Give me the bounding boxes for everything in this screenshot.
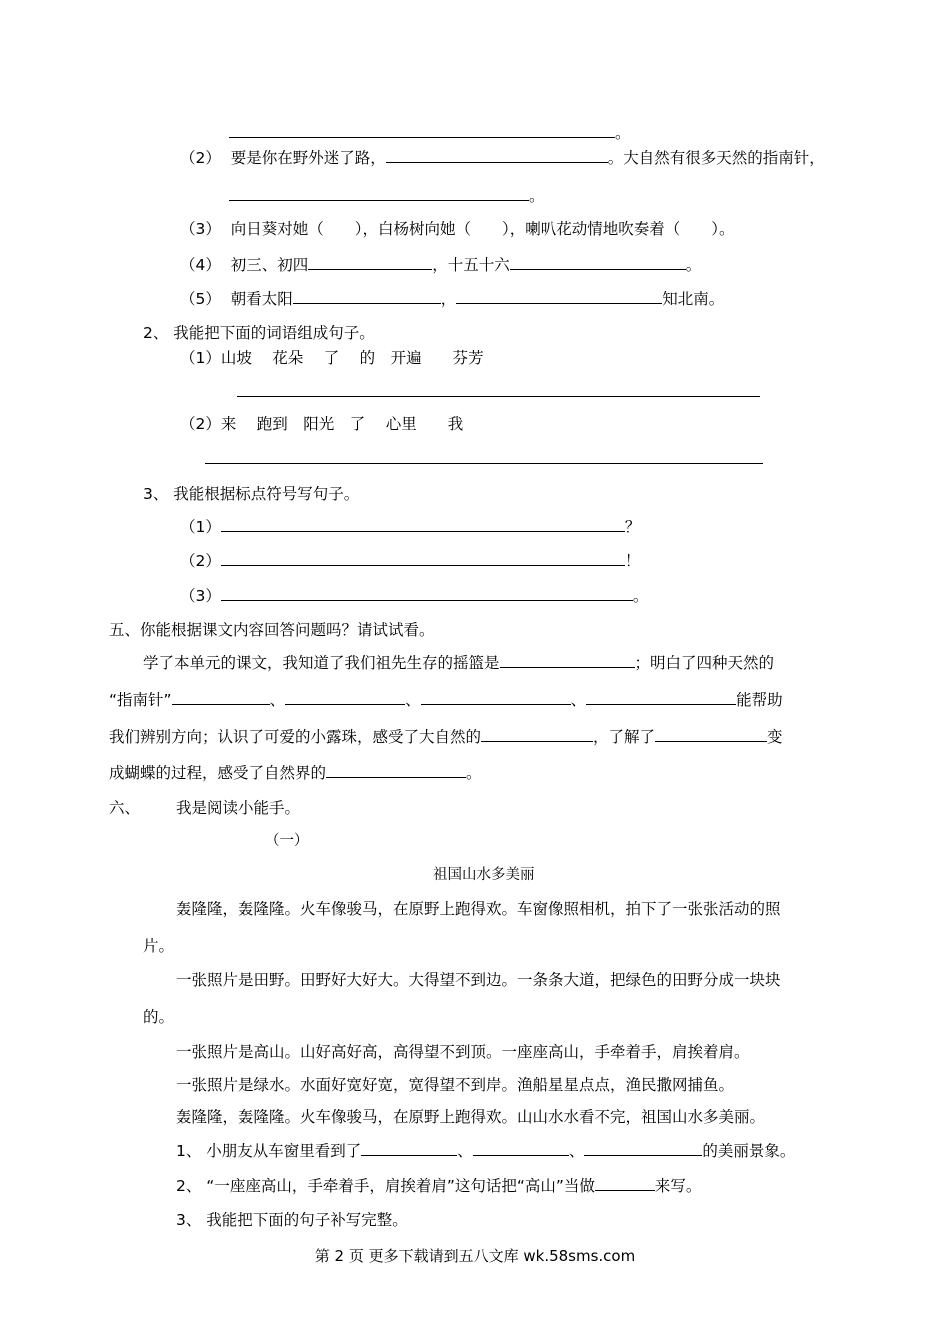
answer-blank[interactable]	[481, 726, 593, 742]
answer-line[interactable]	[205, 463, 763, 464]
section-5-line-4: 成蝴蝶的过程，感受了自然界的 。	[109, 764, 482, 782]
story-paragraph-3: 一张照片是高山。山好高好高，高得望不到顶。一座座高山，手牵着手，肩挨着肩。	[176, 1043, 750, 1061]
q4-item-4: （4） 初三、初四 ，十五十六 。	[180, 256, 702, 274]
answer-blank[interactable]	[285, 689, 405, 705]
answer-blank[interactable]	[473, 1140, 569, 1156]
section-2-title: 2、 我能把下面的词语组成句子。	[143, 324, 375, 342]
section-5-line-1: 学了本单元的课文，我知道了我们祖先生存的摇篮是 ；明白了四种天然的	[143, 654, 775, 672]
reading-part-label: （一）	[265, 833, 309, 849]
answer-blank[interactable]	[655, 726, 767, 742]
page-footer: 第 2 页 更多下载请到五八文库 wk.58sms.com	[314, 1247, 636, 1265]
story-paragraph-2: 一张照片是田野。田野好大好大。大得望不到边。一条条大道，把绿色的田野分成一块块	[176, 971, 781, 989]
answer-blank[interactable]	[456, 288, 662, 304]
story-paragraph-5: 轰隆隆，轰隆隆。火车像骏马，在原野上跑得欢。山山水水看不完，祖国山水多美丽。	[176, 1108, 766, 1126]
q4-item-3: （3） 向日葵对她（ ），白杨树向她（ ），喇叭花动情地吹奏着（ ）。	[180, 220, 735, 238]
answer-line[interactable]	[237, 396, 760, 397]
answer-blank[interactable]	[421, 689, 571, 705]
section-3-item-2: （2） ！	[180, 552, 641, 570]
section-2-item-1: （1）山坡 花朵 了 的 开遍 芬芳	[180, 349, 484, 367]
answer-blank[interactable]	[361, 1140, 457, 1156]
answer-blank[interactable]	[584, 1140, 702, 1156]
q4-1-continuation: 。	[229, 122, 631, 144]
answer-blank[interactable]	[326, 762, 466, 778]
reading-question-3: 3、 我能把下面的句子补写完整。	[176, 1211, 408, 1229]
section-5-title: 五、你能根据课文内容回答问题吗？请试试看。	[109, 621, 435, 639]
story-paragraph-4: 一张照片是绿水。水面好宽好宽，宽得望不到岸。渔船星星点点，渔民撒网捕鱼。	[176, 1076, 735, 1094]
section-5-line-2: “指南针” 、 、 、 能帮助	[109, 691, 783, 709]
section-3-title: 3、 我能根据标点符号写句子。	[143, 485, 360, 503]
story-paragraph-2-cont: 的。	[143, 1008, 175, 1026]
answer-blank[interactable]	[510, 254, 686, 270]
answer-blank[interactable]	[221, 516, 625, 532]
answer-blank[interactable]	[229, 185, 529, 201]
story-paragraph-1-cont: 片。	[143, 937, 175, 955]
answer-blank[interactable]	[595, 1175, 655, 1191]
q4-item-2-line2: 。	[229, 185, 545, 207]
story-paragraph-1: 轰隆隆，轰隆隆。火车像骏马，在原野上跑得欢。车窗像照相机，拍下了一张张活动的照	[176, 900, 781, 918]
q4-item-5: （5） 朝看太阳 ， 知北南。	[180, 290, 725, 308]
answer-blank[interactable]	[308, 254, 432, 270]
q4-item-2: （2） 要是你在野外迷了路， 。大自然有很多天然的指南针，	[180, 149, 825, 167]
answer-blank[interactable]	[386, 147, 608, 163]
answer-blank[interactable]	[221, 550, 625, 566]
section-2-item-2: （2）来 跑到 阳光 了 心里 我	[180, 415, 464, 433]
reading-question-1: 1、 小朋友从车窗里看到了 、 、 的美丽景象。	[176, 1142, 796, 1160]
answer-blank[interactable]	[293, 288, 441, 304]
section-6-title: 我是阅读小能手。	[176, 799, 301, 817]
reading-question-2: 2、 “一座座高山，手牵着手，肩挨着肩”这句话把“高山”当做 来写。	[176, 1177, 702, 1195]
answer-blank[interactable]	[229, 122, 615, 138]
section-5-line-3: 我们辨别方向；认识了可爱的小露珠，感受了大自然的 ，了解了 变	[109, 728, 783, 746]
story-title: 祖国山水多美丽	[433, 867, 535, 883]
answer-blank[interactable]	[221, 585, 633, 601]
section-6-number: 六、	[109, 799, 141, 817]
section-3-item-3: （3） 。	[180, 587, 649, 605]
section-3-item-1: （1） ？	[180, 518, 641, 536]
answer-blank[interactable]	[586, 689, 736, 705]
answer-blank[interactable]	[172, 689, 270, 705]
answer-blank[interactable]	[500, 652, 635, 668]
